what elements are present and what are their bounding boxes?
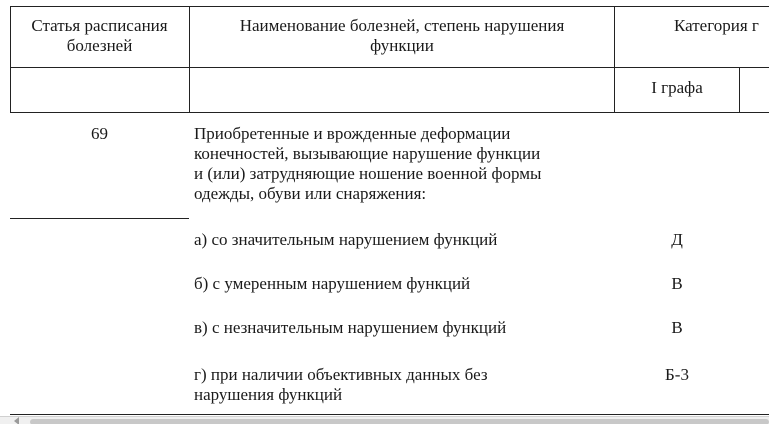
article-cell-bottom [10, 218, 189, 219]
subheader-graph-1: I графа [651, 78, 703, 97]
disease-description: Приобретенные и врожденные деформации конечностей, вызывающие нарушение функции и (или) затрудняющие ношение военной формы одежды, обуви или снаряжения: [194, 124, 542, 203]
item-c-category: В [671, 318, 683, 337]
subheader-divider [10, 112, 769, 113]
item-d-category: Б-3 [665, 365, 689, 384]
item-b-category: В [671, 274, 683, 293]
header-article: Статья расписания болезней [31, 16, 168, 55]
table-top-border [10, 6, 769, 7]
scroll-left-arrow-icon[interactable] [14, 417, 19, 424]
item-b-text: б) с умеренным нарушением функций [194, 274, 471, 293]
item-c-text: в) с незначительным нарушением функций [194, 318, 507, 337]
header-divider [10, 67, 769, 68]
horizontal-scrollbar[interactable] [0, 416, 769, 424]
scrollbar-thumb[interactable] [30, 419, 769, 424]
header-category: Категория г [674, 16, 759, 35]
header-name: Наименование болезней, степень нарушения функции [239, 16, 565, 55]
col3-subdivider [739, 67, 740, 113]
item-d-text: г) при наличии объективных данных без нарушения функций [194, 365, 488, 404]
article-number: 69 [91, 124, 108, 143]
table-bottom-border [10, 414, 769, 415]
item-a-text: а) со значительным нарушением функций [194, 230, 498, 249]
item-a-category: Д [671, 230, 683, 249]
